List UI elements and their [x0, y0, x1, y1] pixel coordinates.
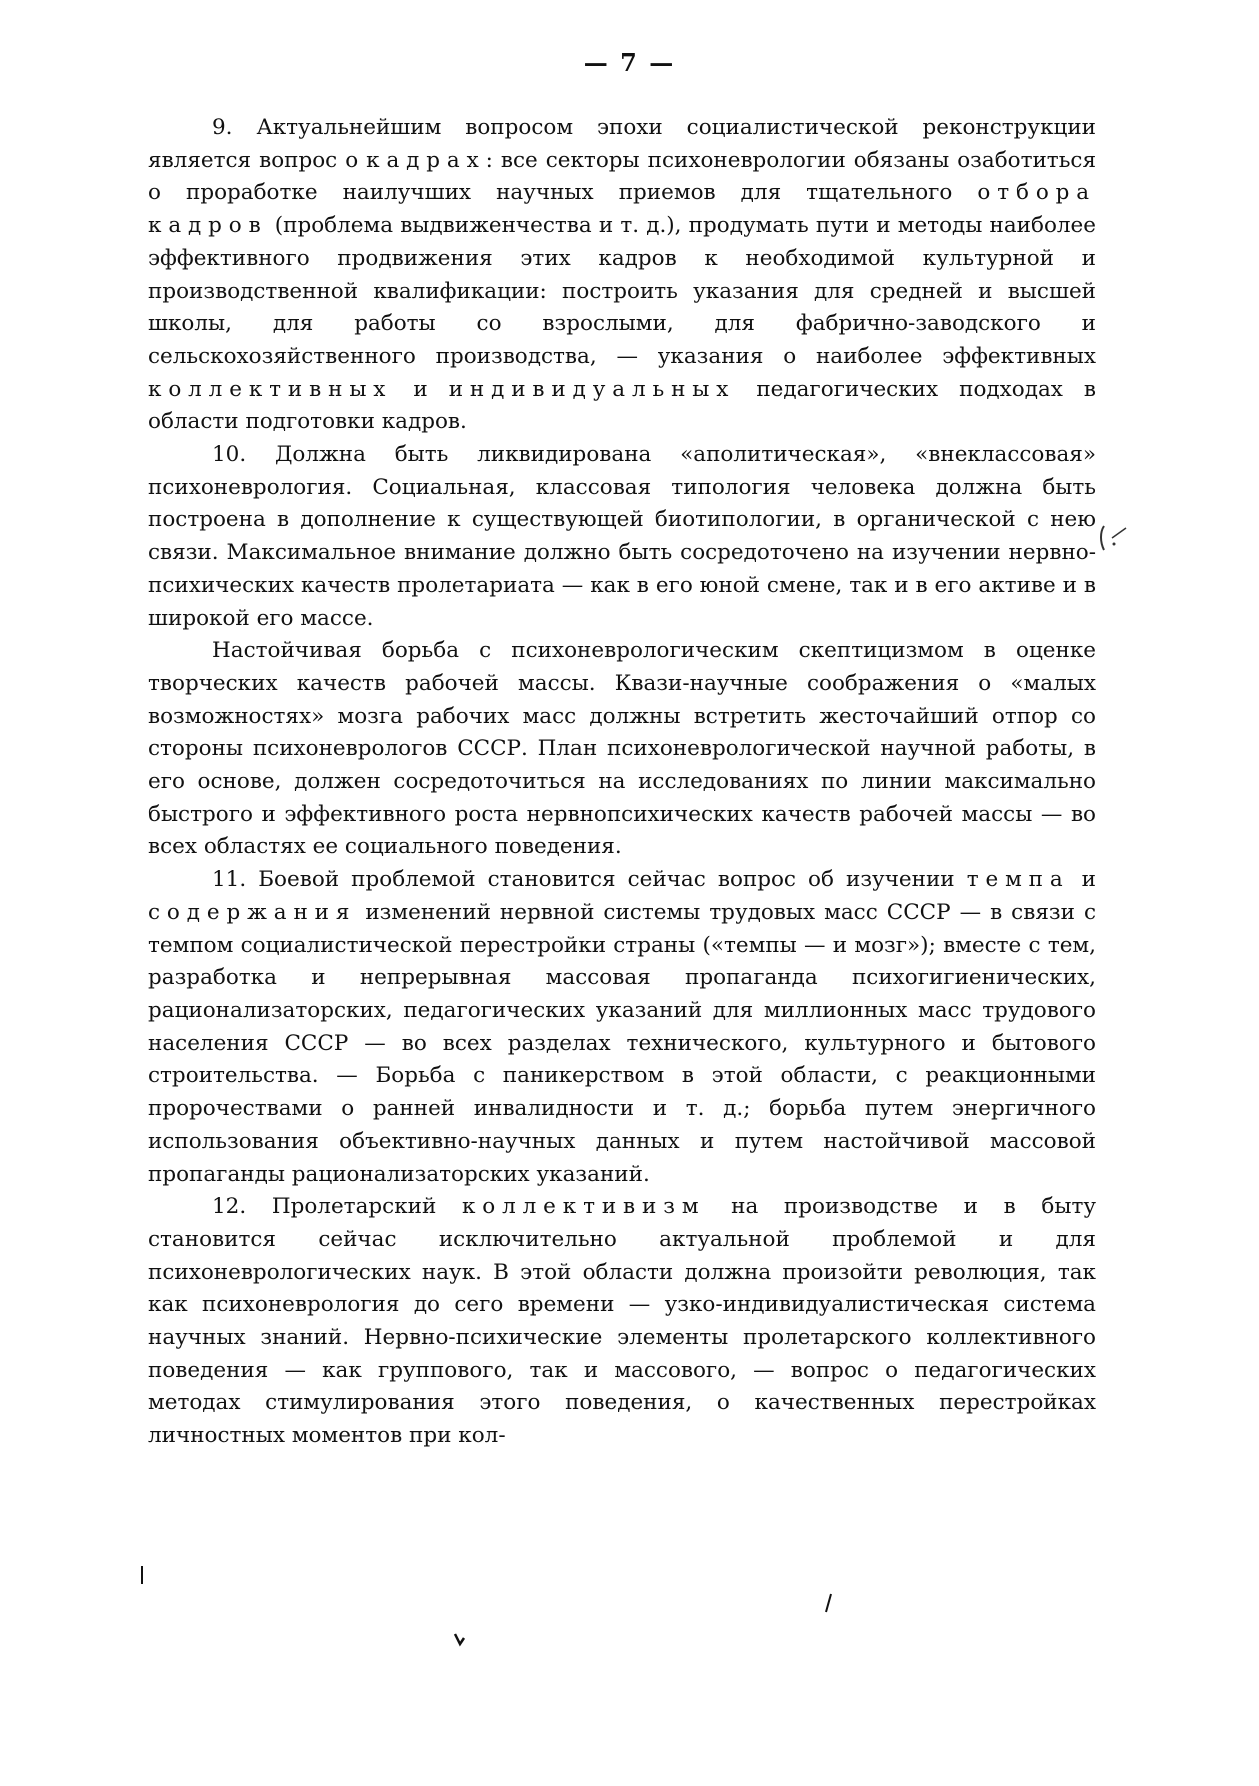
margin-pencil-mark	[1098, 522, 1132, 552]
paragraph-10	[148, 439, 1096, 635]
ink-speck	[138, 1564, 146, 1586]
ink-speck	[822, 1592, 836, 1616]
text-segment: (проблема выдвиженчества и т. д.), продумать пути и методы наиболее эффективного продвижения этих кадров к необходимой культурной и производственной квалификации: построить указания для средней и высшей школы, для работы со взрослыми, для фабрично-заводского и сельскохозяйственного производства, — указания о наиболее эффективных	[148, 213, 1096, 369]
text-segment: изменений нервной системы трудовых масс СССР — в связи с темпом социалистической перестройки страны («темпы — и мозг»); вместе с тем, разработка и непрерывная массовая пропаганда психогигиенических, рационализаторских, педагогических указаний для миллионных масс трудового населения СССР — во всех разделах технического, культурного и бытового строительства. — Борьба с паникерством в этой области, с реакционными пророчествами о ранней инвалидности и т. д.; борьба путем энергичного использования объективно-научных данных и путем настойчивой массовой пропаганды рационализаторских указаний.	[148, 899, 1096, 1187]
text-segment: на производстве и в быту становится сейчас исключительно актуальной проблемой и для психоневрологических наук. В этой области должна произойти революция, так как психоневрология до сего времени — узко-индивидуалистическая система научных знаний. Нервно-психические элементы пролетарского коллективного поведения — как группового, так и массового, — вопрос о педагогических методах стимулирования этого поведения, о качественных перестройках личностных моментов при кол-	[148, 1194, 1097, 1449]
text-segment: педагогических подходах в области подготовки кадров.	[148, 376, 1097, 435]
text-segment: 10. Должна быть ликвидирована «аполитическая», «внеклассовая» психоневрология. Социальная, классовая типология человека должна быть построена в дополнение к существующей биотипологии, в органической с нею связи. Максимальное внимание должно быть сосредоточено на изучении нервно-психических качеств пролетариата — как в его юной смене, так и в его активе и в широкой его массе.	[148, 442, 1096, 631]
paragraph-12	[148, 1191, 1096, 1453]
spaced-term: индивидуальных	[448, 376, 736, 402]
spaced-term: содержания	[148, 899, 357, 925]
spaced-term: коллективизм	[461, 1194, 706, 1220]
ink-speck	[450, 1630, 470, 1650]
spaced-term: темпа	[966, 867, 1070, 893]
text-segment: и	[1069, 867, 1096, 893]
spaced-term: отбора кадров	[148, 180, 1096, 239]
spaced-term: коллективных	[148, 376, 393, 402]
text-segment: 9. Актуальнейшим вопросом эпохи социалистической реконструкции является вопрос о	[148, 115, 1096, 173]
paragraph-11	[148, 864, 1096, 1191]
spaced-term: кадрах	[366, 147, 486, 173]
text-segment: и	[392, 376, 449, 402]
text-segment: 11. Боевой проблемой становится сейчас вопрос об изучении	[212, 867, 967, 893]
text-segment: 12. Пролетарский	[212, 1194, 462, 1220]
page-number: — 7 —	[583, 48, 676, 77]
text-segment: Настойчивая борьба с психоневрологическим скептицизмом в оценке творческих качеств рабочей массы. Квази-научные соображения о «малых возможностях» мозга рабочих масс должны встретить жесточайший отпор со стороны психоневрологов СССР. План психоневрологической научной работы, в его основе, должен сосредоточиться на исследованиях по линии максимально быстрого и эффективного роста нервнопсихических качеств рабочей массы — во всех областях ее социального поведения.	[148, 638, 1096, 860]
paragraph-struggle	[148, 635, 1096, 864]
body-text	[148, 112, 1096, 1453]
text-segment: : все секторы психоневрологии обязаны озаботиться о проработке наилучших научных приемов для тщательного	[148, 147, 1097, 206]
paragraph-9	[148, 112, 1096, 439]
